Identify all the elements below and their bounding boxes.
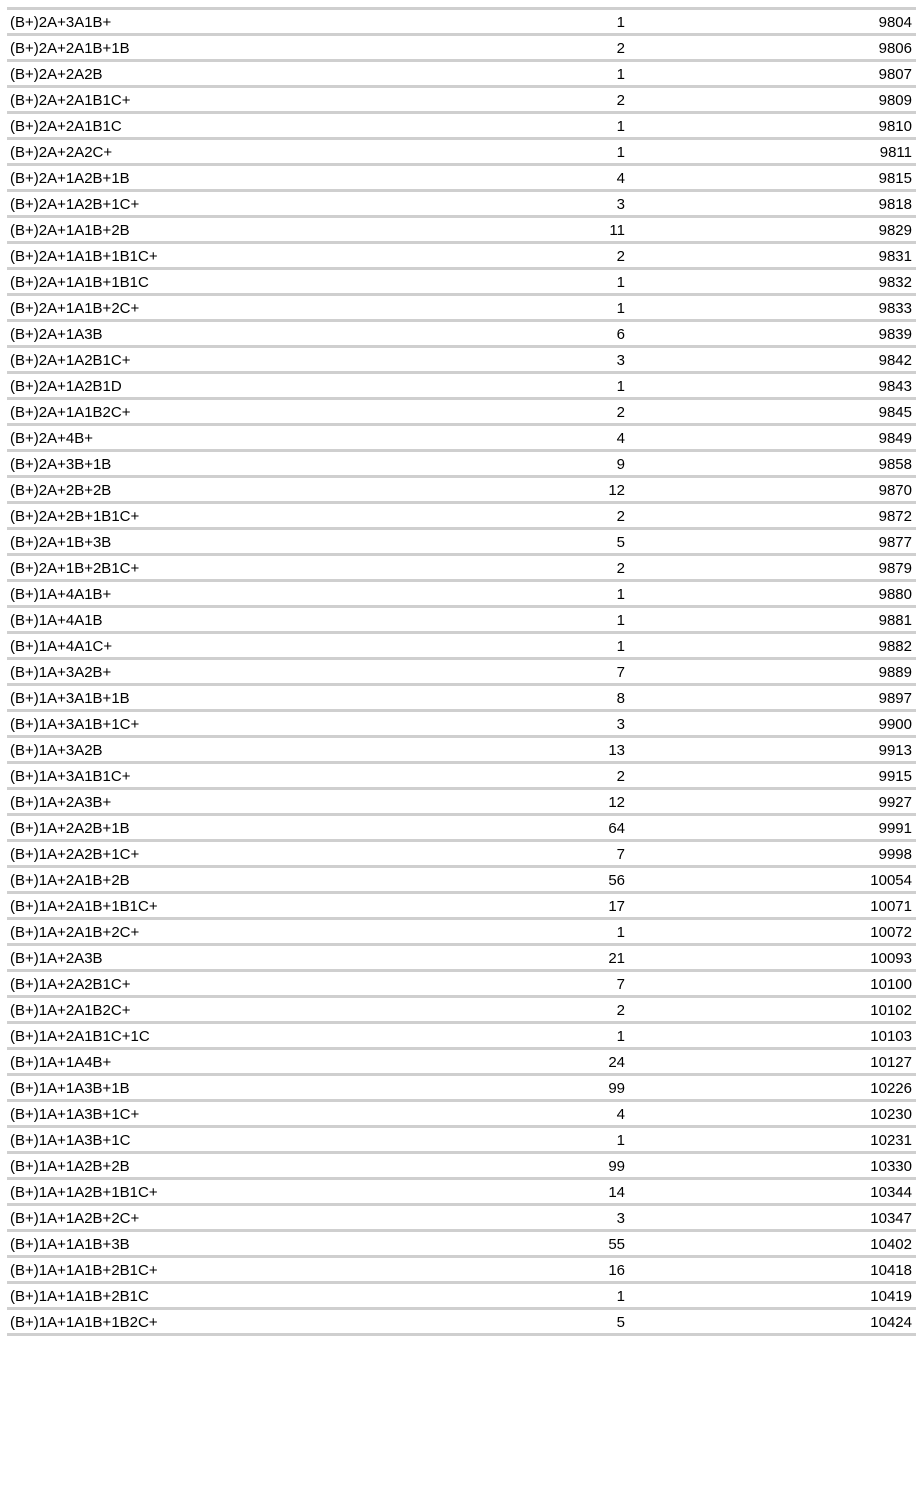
table-row xyxy=(7,1076,916,1102)
count-cell: 55 xyxy=(608,1236,625,1253)
cumulative-cell: 9991 xyxy=(878,820,912,837)
cumulative-cell: 9877 xyxy=(878,534,912,551)
table-row xyxy=(7,842,916,868)
cumulative-cell: 10347 xyxy=(870,1210,912,1227)
pattern-cell: (B+)1A+2A3B xyxy=(10,950,103,967)
count-cell: 1 xyxy=(616,300,625,317)
table-row xyxy=(7,920,916,946)
count-cell: 1 xyxy=(616,1132,625,1149)
count-cell: 3 xyxy=(616,352,625,369)
cumulative-cell: 9843 xyxy=(878,378,912,395)
count-cell: 7 xyxy=(616,976,625,993)
pattern-cell: (B+)1A+1A3B+1B xyxy=(10,1080,130,1097)
pattern-cell: (B+)1A+2A1B+1B1C+ xyxy=(10,898,158,915)
count-cell: 5 xyxy=(616,534,625,551)
cumulative-cell: 10402 xyxy=(870,1236,912,1253)
pattern-cell: (B+)1A+1A3B+1C+ xyxy=(10,1106,140,1123)
count-cell: 12 xyxy=(608,482,625,499)
cumulative-cell: 9842 xyxy=(878,352,912,369)
table-row xyxy=(7,686,916,712)
table-row xyxy=(7,1258,916,1284)
pattern-cell: (B+)2A+3B+1B xyxy=(10,456,112,473)
table-row xyxy=(7,946,916,972)
table-row xyxy=(7,36,916,62)
table-row xyxy=(7,1128,916,1154)
pattern-cell: (B+)1A+1A1B+3B xyxy=(10,1236,130,1253)
table-row xyxy=(7,426,916,452)
pattern-cell: (B+)2A+1A1B+1B1C xyxy=(10,274,149,291)
pattern-cell: (B+)1A+2A1B2C+ xyxy=(10,1002,131,1019)
cumulative-cell: 9872 xyxy=(878,508,912,525)
table-row xyxy=(7,634,916,660)
pattern-cell: (B+)2A+1A1B+1B1C+ xyxy=(10,248,158,265)
count-cell: 1 xyxy=(616,378,625,395)
count-cell: 56 xyxy=(608,872,625,889)
count-cell: 11 xyxy=(609,222,625,239)
pattern-cell: (B+)2A+1B+3B xyxy=(10,534,112,551)
table-row xyxy=(7,712,916,738)
table-row xyxy=(7,998,916,1024)
count-cell: 1 xyxy=(616,638,625,655)
count-cell: 1 xyxy=(616,118,625,135)
cumulative-cell: 9807 xyxy=(878,66,912,83)
pattern-cell: (B+)2A+2A2B xyxy=(10,66,103,83)
cumulative-cell: 10419 xyxy=(870,1288,912,1305)
table-row xyxy=(7,738,916,764)
cumulative-cell: 9829 xyxy=(878,222,912,239)
table-row xyxy=(7,608,916,634)
table-row xyxy=(7,400,916,426)
count-cell: 1 xyxy=(616,1028,625,1045)
table-row xyxy=(7,478,916,504)
count-cell: 3 xyxy=(616,196,625,213)
cumulative-cell: 9880 xyxy=(878,586,912,603)
count-cell: 2 xyxy=(616,404,625,421)
table-row xyxy=(7,244,916,270)
pattern-cell: (B+)2A+2B+2B xyxy=(10,482,112,499)
pattern-cell: (B+)1A+1A2B+2C+ xyxy=(10,1210,140,1227)
cumulative-cell: 9915 xyxy=(878,768,912,785)
count-cell: 2 xyxy=(616,1002,625,1019)
cumulative-cell: 10071 xyxy=(870,898,912,915)
pattern-cell: (B+)2A+1A1B+2B xyxy=(10,222,130,239)
cumulative-cell: 10072 xyxy=(870,924,912,941)
cumulative-cell: 9810 xyxy=(878,118,912,135)
table-row xyxy=(7,556,916,582)
count-cell: 3 xyxy=(616,1210,625,1227)
pattern-cell: (B+)2A+1A1B2C+ xyxy=(10,404,131,421)
table-row xyxy=(7,114,916,140)
table-row xyxy=(7,348,916,374)
pattern-cell: (B+)1A+1A2B+2B xyxy=(10,1158,130,1175)
table-row xyxy=(7,270,916,296)
count-cell: 2 xyxy=(616,560,625,577)
cumulative-cell: 9833 xyxy=(878,300,912,317)
count-cell: 21 xyxy=(608,950,625,967)
pattern-cell: (B+)1A+3A1B+1C+ xyxy=(10,716,140,733)
table-row xyxy=(7,582,916,608)
count-cell: 16 xyxy=(608,1262,625,1279)
table-row xyxy=(7,140,916,166)
count-cell: 64 xyxy=(608,820,625,837)
pattern-cell: (B+)1A+2A2B+1C+ xyxy=(10,846,140,863)
cumulative-cell: 9897 xyxy=(878,690,912,707)
pattern-cell: (B+)1A+1A1B+2B1C xyxy=(10,1288,149,1305)
table-row xyxy=(7,218,916,244)
count-cell: 1 xyxy=(616,586,625,603)
table-row xyxy=(7,1050,916,1076)
cumulative-cell: 9900 xyxy=(878,716,912,733)
table-row xyxy=(7,1102,916,1128)
table-row xyxy=(7,764,916,790)
count-cell: 7 xyxy=(616,846,625,863)
cumulative-cell: 10424 xyxy=(870,1314,912,1331)
count-cell: 14 xyxy=(608,1184,625,1201)
count-cell: 12 xyxy=(608,794,625,811)
pattern-cell: (B+)1A+2A2B+1B xyxy=(10,820,130,837)
cumulative-cell: 9845 xyxy=(878,404,912,421)
pattern-cell: (B+)2A+1A2B1C+ xyxy=(10,352,131,369)
table-row xyxy=(7,790,916,816)
count-cell: 8 xyxy=(616,690,625,707)
cumulative-cell: 10093 xyxy=(870,950,912,967)
pattern-cell: (B+)2A+1A2B1D xyxy=(10,378,122,395)
table-row xyxy=(7,1232,916,1258)
cumulative-cell: 9927 xyxy=(878,794,912,811)
pattern-cell: (B+)2A+2A1B1C xyxy=(10,118,122,135)
count-cell: 1 xyxy=(616,274,625,291)
cumulative-cell: 9815 xyxy=(878,170,912,187)
table-row xyxy=(7,296,916,322)
table-row xyxy=(7,10,916,36)
count-cell: 1 xyxy=(616,14,625,31)
cumulative-cell: 9881 xyxy=(878,612,912,629)
cumulative-cell: 9849 xyxy=(878,430,912,447)
table-row xyxy=(7,88,916,114)
pattern-cell: (B+)2A+4B+ xyxy=(10,430,93,447)
cumulative-cell: 10226 xyxy=(870,1080,912,1097)
count-cell: 9 xyxy=(616,456,625,473)
pattern-cell: (B+)1A+2A3B+ xyxy=(10,794,112,811)
table-row xyxy=(7,62,916,88)
pattern-cell: (B+)1A+2A1B+2C+ xyxy=(10,924,140,941)
cumulative-cell: 10344 xyxy=(870,1184,912,1201)
count-cell: 1 xyxy=(616,924,625,941)
count-cell: 1 xyxy=(616,66,625,83)
cumulative-cell: 9818 xyxy=(878,196,912,213)
cumulative-cell: 10054 xyxy=(870,872,912,889)
cumulative-cell: 9839 xyxy=(878,326,912,343)
pattern-cell: (B+)1A+4A1B+ xyxy=(10,586,112,603)
table-row xyxy=(7,322,916,348)
cumulative-cell: 9831 xyxy=(878,248,912,265)
count-cell: 13 xyxy=(608,742,625,759)
count-cell: 17 xyxy=(608,898,625,915)
table-row xyxy=(7,504,916,530)
pattern-cell: (B+)1A+2A1B+2B xyxy=(10,872,130,889)
table-row xyxy=(7,1154,916,1180)
pattern-cell: (B+)1A+4A1B xyxy=(10,612,103,629)
data-table xyxy=(7,7,916,1336)
cumulative-cell: 9832 xyxy=(878,274,912,291)
cumulative-cell: 9889 xyxy=(878,664,912,681)
cumulative-cell: 10103 xyxy=(870,1028,912,1045)
cumulative-cell: 9998 xyxy=(878,846,912,863)
pattern-cell: (B+)1A+3A2B xyxy=(10,742,103,759)
pattern-cell: (B+)2A+2B+1B1C+ xyxy=(10,508,140,525)
table-row xyxy=(7,192,916,218)
cumulative-cell: 9806 xyxy=(878,40,912,57)
table-row xyxy=(7,530,916,556)
pattern-cell: (B+)1A+2A2B1C+ xyxy=(10,976,131,993)
cumulative-cell: 9858 xyxy=(878,456,912,473)
cumulative-cell: 10330 xyxy=(870,1158,912,1175)
table-row xyxy=(7,452,916,478)
count-cell: 3 xyxy=(616,716,625,733)
pattern-cell: (B+)1A+3A1B1C+ xyxy=(10,768,131,785)
count-cell: 6 xyxy=(616,326,625,343)
pattern-cell: (B+)2A+1A2B+1B xyxy=(10,170,130,187)
pattern-cell: (B+)1A+1A3B+1C xyxy=(10,1132,131,1149)
pattern-cell: (B+)1A+3A2B+ xyxy=(10,664,112,681)
count-cell: 2 xyxy=(616,768,625,785)
cumulative-cell: 10100 xyxy=(870,976,912,993)
count-cell: 4 xyxy=(616,1106,625,1123)
table-row xyxy=(7,868,916,894)
cumulative-cell: 10231 xyxy=(870,1132,912,1149)
table-row xyxy=(7,972,916,998)
table-row xyxy=(7,374,916,400)
cumulative-cell: 9811 xyxy=(879,144,912,161)
cumulative-cell: 10102 xyxy=(870,1002,912,1019)
count-cell: 1 xyxy=(616,612,625,629)
pattern-cell: (B+)1A+3A1B+1B xyxy=(10,690,130,707)
count-cell: 99 xyxy=(608,1158,625,1175)
cumulative-cell: 10127 xyxy=(870,1054,912,1071)
cumulative-cell: 9804 xyxy=(878,14,912,31)
pattern-cell: (B+)2A+2A1B1C+ xyxy=(10,92,131,109)
count-cell: 4 xyxy=(616,430,625,447)
pattern-cell: (B+)1A+1A1B+1B2C+ xyxy=(10,1314,158,1331)
cumulative-cell: 9870 xyxy=(878,482,912,499)
table-row xyxy=(7,1284,916,1310)
table-row xyxy=(7,1024,916,1050)
pattern-cell: (B+)2A+3A1B+ xyxy=(10,14,112,31)
table-row xyxy=(7,1206,916,1232)
count-cell: 1 xyxy=(616,144,625,161)
count-cell: 7 xyxy=(616,664,625,681)
pattern-cell: (B+)2A+2A1B+1B xyxy=(10,40,130,57)
pattern-cell: (B+)2A+1B+2B1C+ xyxy=(10,560,140,577)
cumulative-cell: 9879 xyxy=(878,560,912,577)
pattern-cell: (B+)1A+4A1C+ xyxy=(10,638,113,655)
count-cell: 5 xyxy=(616,1314,625,1331)
pattern-cell: (B+)1A+2A1B1C+1C xyxy=(10,1028,150,1045)
pattern-cell: (B+)2A+1A2B+1C+ xyxy=(10,196,140,213)
cumulative-cell: 10230 xyxy=(870,1106,912,1123)
pattern-cell: (B+)1A+1A1B+2B1C+ xyxy=(10,1262,158,1279)
cumulative-cell: 9913 xyxy=(878,742,912,759)
count-cell: 24 xyxy=(608,1054,625,1071)
count-cell: 2 xyxy=(616,248,625,265)
pattern-cell: (B+)1A+1A4B+ xyxy=(10,1054,112,1071)
count-cell: 4 xyxy=(616,170,625,187)
table-row xyxy=(7,166,916,192)
count-cell: 1 xyxy=(616,1288,625,1305)
count-cell: 99 xyxy=(608,1080,625,1097)
table-row xyxy=(7,660,916,686)
table-row xyxy=(7,1310,916,1336)
pattern-cell: (B+)1A+1A2B+1B1C+ xyxy=(10,1184,158,1201)
pattern-cell: (B+)2A+2A2C+ xyxy=(10,144,113,161)
pattern-cell: (B+)2A+1A1B+2C+ xyxy=(10,300,140,317)
count-cell: 2 xyxy=(616,92,625,109)
table-row xyxy=(7,1180,916,1206)
pattern-cell: (B+)2A+1A3B xyxy=(10,326,103,343)
cumulative-cell: 10418 xyxy=(870,1262,912,1279)
table-row xyxy=(7,816,916,842)
cumulative-cell: 9882 xyxy=(878,638,912,655)
count-cell: 2 xyxy=(616,508,625,525)
table-row xyxy=(7,894,916,920)
cumulative-cell: 9809 xyxy=(878,92,912,109)
count-cell: 2 xyxy=(616,40,625,57)
